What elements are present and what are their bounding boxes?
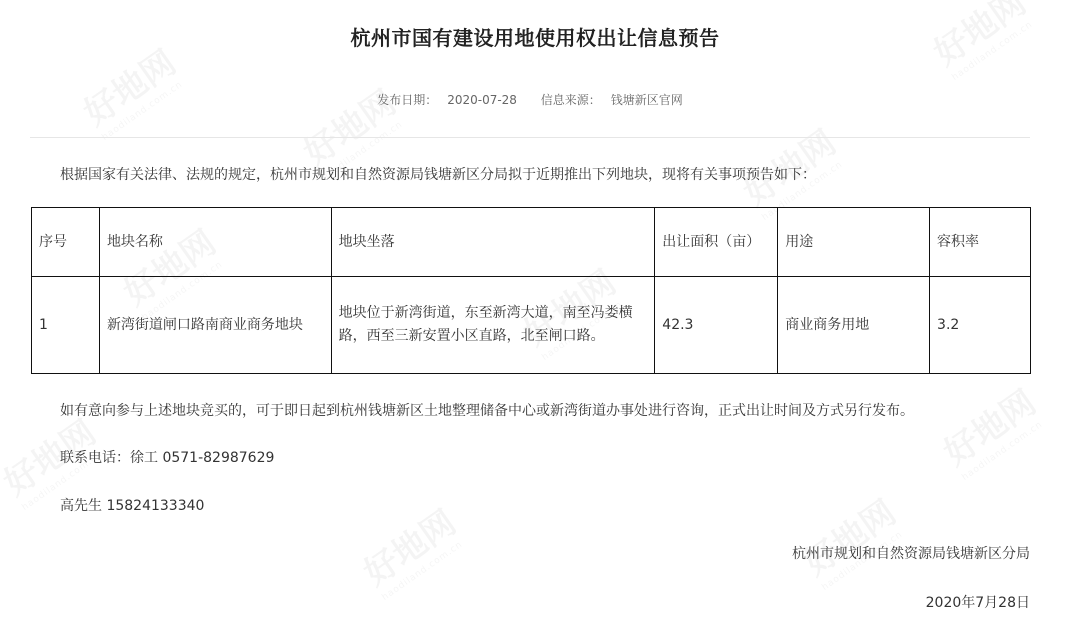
- inquiry-paragraph: 如有意向参与上述地块竞买的，可于即日起到杭州钱塘新区土地整理储备中心或新湾街道办事处进行咨询，正式出让时间及方式另行发布。: [60, 403, 914, 419]
- signature-date: 2020年7月28日: [925, 595, 1030, 611]
- col-header-index: 序号: [32, 208, 100, 277]
- publish-date-label: 发布日期：: [377, 93, 438, 107]
- watermark-logo: [72, 36, 189, 143]
- cell-plot-ratio: 3.2: [930, 277, 1031, 374]
- intro-paragraph: 根据国家有关法律、法规的规定，杭州市规划和自然资源局钱塘新区分局拟于近期推出下列地块，现将有关事项预告如下：: [60, 167, 816, 183]
- cell-plot-name: 新湾街道闸口路南商业商务地块: [99, 277, 331, 374]
- article-meta: [0, 91, 1060, 108]
- contact-mobile: 高先生 15824133340: [60, 498, 205, 514]
- col-header-location: 地块坐落: [331, 208, 655, 277]
- land-plot-table: [31, 207, 1031, 374]
- divider: [30, 137, 1030, 138]
- signature-org: 杭州市规划和自然资源局钱塘新区分局: [792, 546, 1030, 562]
- cell-location: 地块位于新湾街道，东至新湾大道，南至冯娄横路，西至三新安置小区直路，北至闸口路。: [331, 277, 655, 374]
- info-source: [536, 93, 688, 107]
- page-title: 杭州市国有建设用地使用权出让信息预告: [350, 26, 720, 50]
- cell-index: 1: [32, 277, 100, 374]
- info-source-value: 钱塘新区官网: [610, 93, 683, 107]
- table-row: [32, 277, 1031, 374]
- watermark-logo: [932, 376, 1049, 483]
- watermark-logo: [352, 496, 469, 603]
- col-header-usage: 用途: [778, 208, 930, 277]
- contact-phone: 联系电话：徐工 0571-82987629: [60, 450, 275, 466]
- publish-date: [372, 93, 522, 107]
- cell-area: 42.3: [655, 277, 778, 374]
- cell-usage: 商业商务用地: [778, 277, 930, 374]
- info-source-label: 信息来源：: [540, 93, 601, 107]
- publish-date-value: 2020-07-28: [447, 93, 517, 107]
- col-header-plot-ratio: 容积率: [930, 208, 1031, 277]
- col-header-area: 出让面积（亩）: [655, 208, 778, 277]
- watermark-logo: [792, 486, 909, 593]
- table-header-row: [32, 208, 1031, 277]
- col-header-plot-name: 地块名称: [99, 208, 331, 277]
